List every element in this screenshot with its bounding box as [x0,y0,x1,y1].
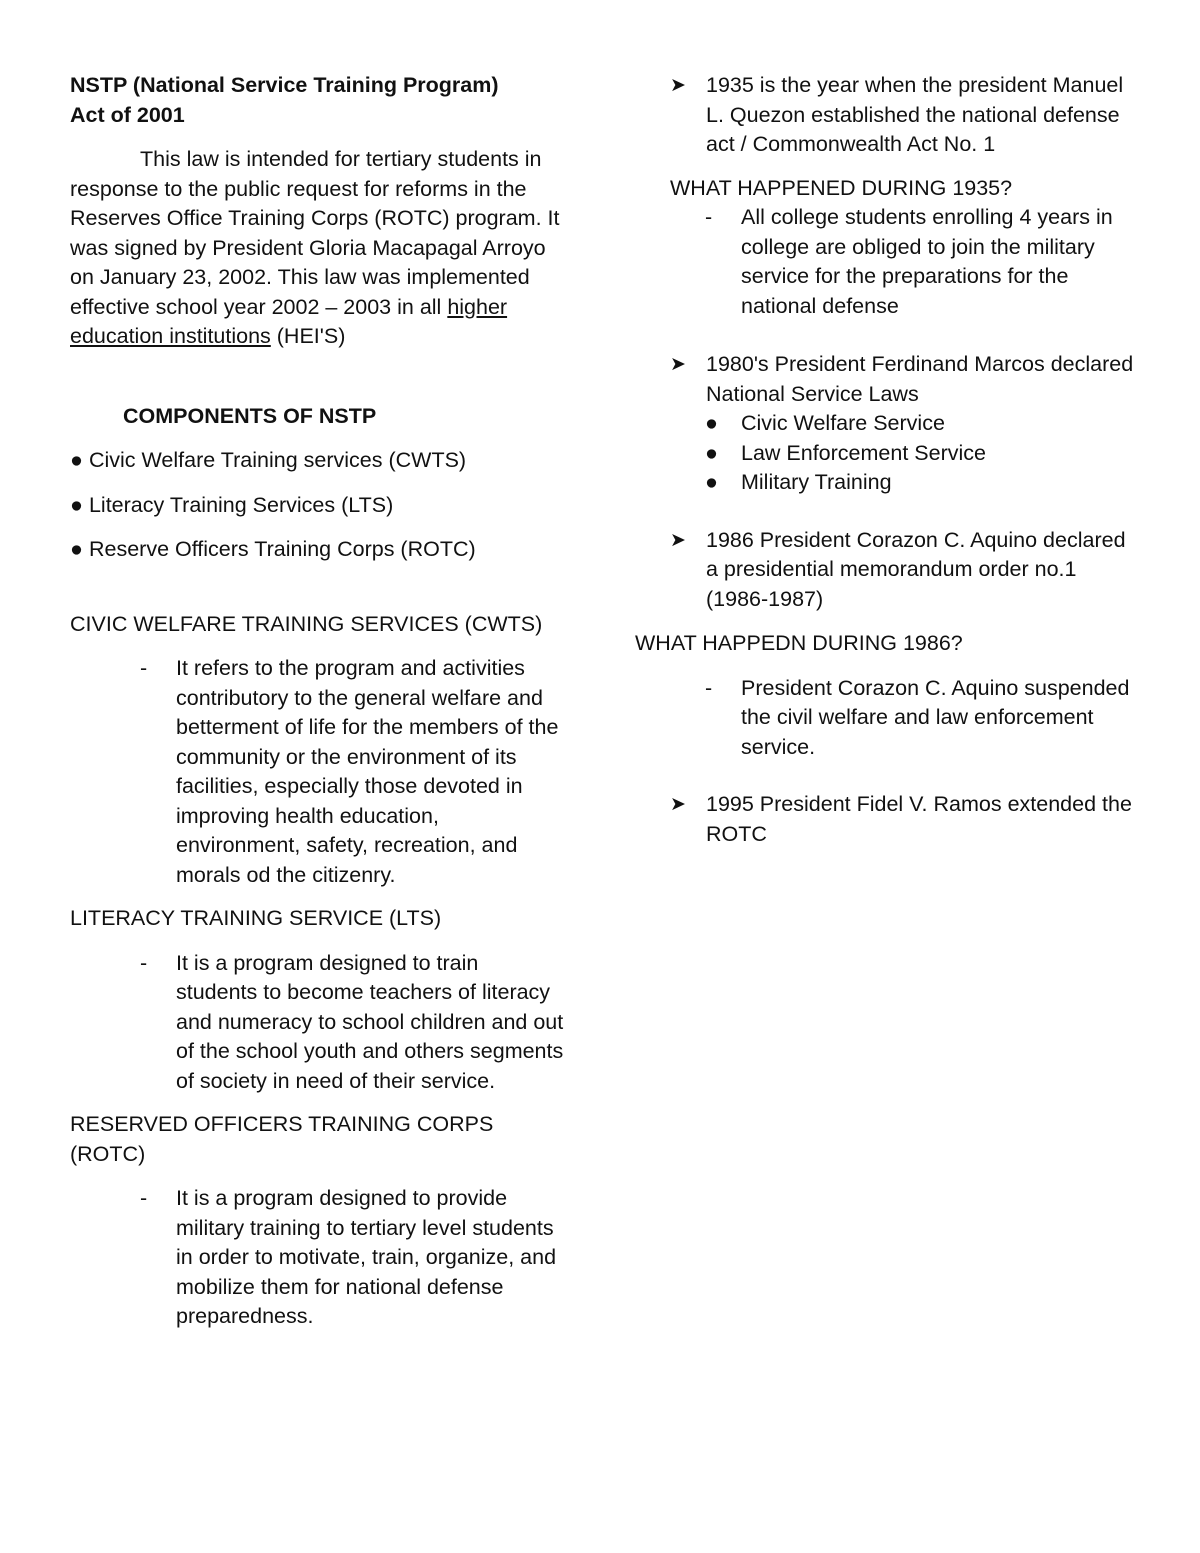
dash-marker: - [140,656,148,680]
rotc-description-text: It is a program designed to provide military training to tertiary level students in order to motivate, train, organize, and mobilize them for national defense preparedness. [176,1186,557,1328]
timeline-1986-text: 1986 President Corazon C. Aquino declared a presidential memorandum order no.1 (1986-1987) [706,527,1126,611]
intro-text-end: (HEI'S) [270,324,346,348]
dash-marker: - [705,205,713,229]
bullet-dot-icon: ● [705,411,718,435]
component-label: Civic Welfare Training services (CWTS) [88,448,467,472]
law-label: Military Training [741,470,892,494]
rotc-list [70,1184,565,1332]
bullet-dot-icon: ● [705,470,718,494]
rotc-heading: RESERVED OFFICERS TRAINING CORPS (ROTC) [70,1112,494,1166]
component-item: ● Reserve Officers Training Corps (ROTC) [70,537,476,561]
answer-1986 [635,674,1135,763]
arrow-bullet-icon: ➤ [670,354,686,375]
lts-description-text: It is a program designed to train students to become teachers of literacy and numeracy to school children and out of the school youth and others segments of society in need of their service. [176,950,564,1093]
dash-marker: - [140,950,148,975]
answer-1935 [635,203,1135,321]
left-column [70,71,565,1332]
right-column [635,71,1135,849]
intro-text: This law is intended for tertiary students in response to the public request for reforms in the Reserves Office Training Corps (ROTC) program. It was signed by President Gloria Macapagal Arroyo on January 23, 2002. This law was implemented effective school year 2002 – 2003 in all [70,147,560,319]
arrow-bullet-icon: ➤ [670,529,686,551]
law-item [635,468,1135,498]
bullet-dot-icon: ● [705,440,718,465]
answer-1935-text: All college students enrolling 4 years in college are obliged to join the military service for the preparations for the national defense [741,205,1113,318]
component-item: ● Literacy Training Services (LTS) [70,492,394,517]
law-item [635,409,1135,439]
component-label: Literacy Training Services (LTS) [88,492,394,517]
law-label: Civic Welfare Service [741,411,945,435]
arrow-bullet-icon: ➤ [670,794,686,815]
law-item [635,439,1135,469]
lts-heading: LITERACY TRAINING SERVICE (LTS) [70,906,442,930]
lts-list [70,949,565,1097]
question-1935: WHAT HAPPENED DURING 1935? [670,175,1013,200]
cwts-list [70,654,565,890]
timeline-1935 [635,71,1135,160]
arrow-bullet-icon: ➤ [670,75,686,96]
question-1986: WHAT HAPPEDN DURING 1986? [635,631,963,655]
dash-marker: - [705,675,713,700]
law-label: Law Enforcement Service [741,440,986,465]
timeline-1980-text: 1980's President Ferdinand Marcos declared National Service Laws [706,352,1134,406]
hei-underlined-text: higher education institutions [70,294,508,348]
component-label: Reserve Officers Training Corps (ROTC) [88,537,476,561]
answer-1986-text: President Corazon C. Aquino suspended the civil welfare and law enforcement service. [741,675,1130,759]
components-heading: COMPONENTS OF NSTP [123,403,377,428]
cwts-description-text: It refers to the program and activities contributory to the general welfare and betterment of life for the members of the community or the environment of its facilities, especially those devoted in improving health education, environment, safety, recreation, and morals od the citizenry. [176,656,559,887]
timeline-1980 [635,350,1135,409]
component-item: ● Civic Welfare Training services (CWTS) [70,448,467,472]
lts-description [70,949,565,1097]
timeline-1986 [635,526,1135,615]
cwts-description [70,654,565,890]
timeline-1995-text: 1995 President Fidel V. Ramos extended the ROTC [706,792,1132,846]
title-line-1: NSTP (National Service Training Program) [70,73,499,97]
document-title [70,71,565,130]
rotc-description [70,1184,565,1332]
dash-marker: - [140,1186,148,1210]
intro-paragraph [70,145,565,352]
timeline-1935-text: 1935 is the year when the president Manuel L. Quezon established the national defense act / Commonwealth Act No. 1 [706,73,1124,156]
title-line-2: Act of 2001 [70,102,185,127]
cwts-heading: CIVIC WELFARE TRAINING SERVICES (CWTS) [70,611,543,636]
timeline-1995 [635,790,1135,849]
